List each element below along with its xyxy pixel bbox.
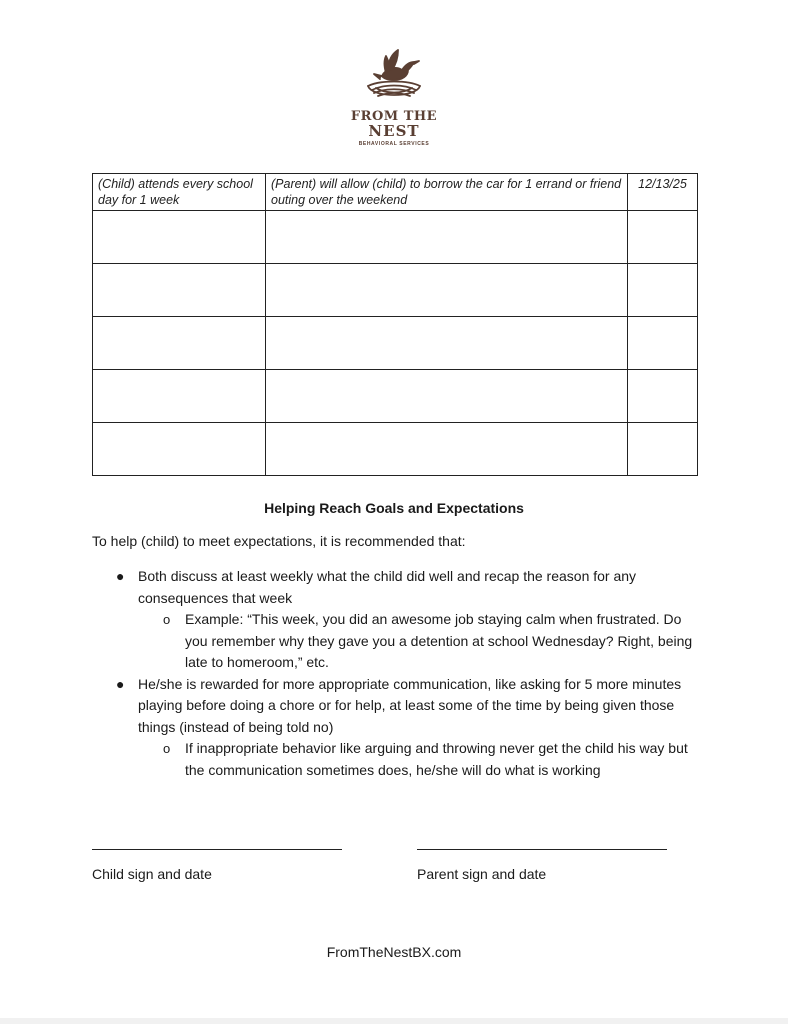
table-row [93,317,698,370]
date-cell [628,211,698,264]
child-signature-line[interactable] [92,849,342,850]
table-row [93,264,698,317]
goal-cell: (Child) attends every school day for 1 week [93,174,266,211]
goal-cell [93,317,266,370]
reward-cell [266,317,628,370]
parent-signature-line[interactable] [417,849,667,850]
goal-cell [93,370,266,423]
recommendation-list [92,566,702,781]
footer-url[interactable]: FromTheNestBX.com [326,944,462,960]
goals-table [92,173,698,476]
goal-cell [93,264,266,317]
sub-list-item-text: Example: “This week, you did an awesome job staying calm when frustrated. Do you remember why they gave you a detention at school Wednesday? Right, being late to homeroom,” etc. [185,611,693,670]
section-heading: Helping Reach Goals and Expectations [264,500,524,516]
page-bottom-edge [0,1018,788,1024]
bird-nest-icon [362,46,426,106]
sub-list-item-text: If inappropriate behavior like arguing and throwing never get the child his way but the communication sometimes does, he/she will do what is working [185,740,688,778]
table-row [93,370,698,423]
reward-cell [266,264,628,317]
sub-list-item [92,609,702,674]
date-cell [628,264,698,317]
logo-subtitle: BEHAVIORAL SERVICES [358,141,430,147]
list-item-text: Both discuss at least weekly what the child did well and recap the reason for any consequences that week [138,568,637,606]
table-row [93,423,698,476]
list-item-text: He/she is rewarded for more appropriate communication, like asking for 5 more minutes playing before doing a chore or for help, at least some of the time by being given those things (instead of being told no) [138,675,682,735]
list-item [92,674,702,739]
date-cell: 12/13/25 [628,174,698,211]
reward-cell [266,370,628,423]
bullet-marker: ● [116,568,125,584]
intro-text: To help (child) to meet expectations, it is recommended that: [92,533,466,549]
bullet-marker: ● [116,675,125,692]
child-signature-label: Child sign and date [92,866,212,882]
reward-cell [266,423,628,476]
logo [0,46,788,147]
logo-line-1: FROM THE [350,109,438,124]
sub-list-item [92,738,702,781]
date-cell [628,423,698,476]
reward-cell: (Parent) will allow (child) to borrow the car for 1 errand or friend outing over the weekend [266,174,628,211]
date-cell [628,370,698,423]
sub-bullet-marker: o [163,741,171,756]
logo-line-2: NEST [368,122,420,140]
table-row [93,174,698,211]
table-row [93,211,698,264]
list-item [92,566,702,609]
reward-cell [266,211,628,264]
date-cell [628,317,698,370]
goal-cell [93,423,266,476]
parent-signature-label: Parent sign and date [417,866,547,882]
sub-bullet-marker: o [163,612,171,627]
goal-cell [93,211,266,264]
